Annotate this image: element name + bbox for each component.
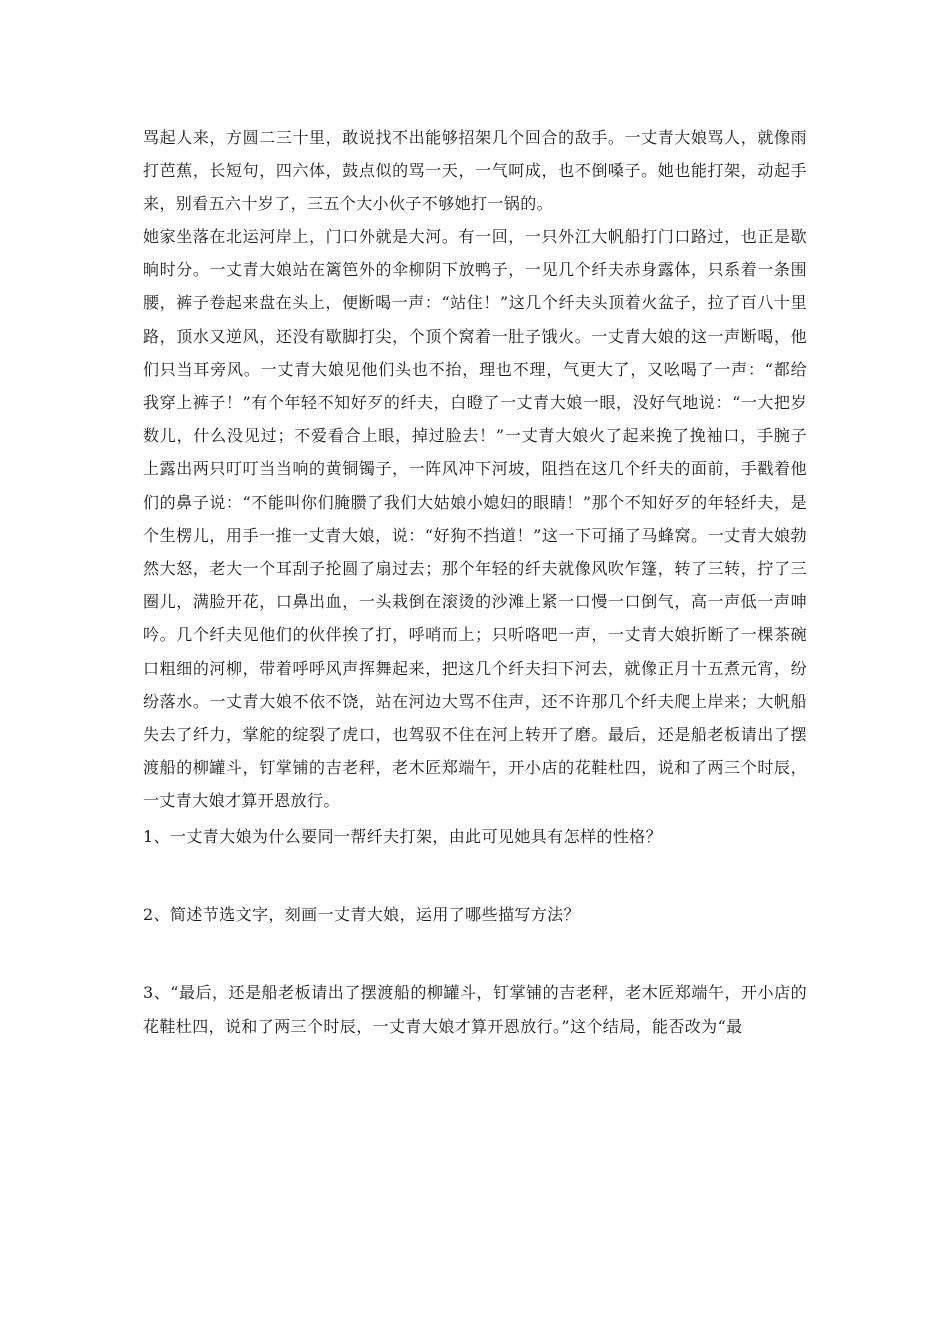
question-1: 1、一丈青大娘为什么要同一帮纤夫打架，由此可见她具有怎样的性格？	[143, 826, 662, 846]
question-2: 2、简述节选文字，刻画一丈青大娘，运用了哪些描写方法？	[143, 904, 580, 924]
document-page	[143, 121, 807, 1044]
passage-paragraph-1: 骂起人来，方圆二三十里，敢说找不出能够招架几个回合的敌手。一丈青大娘骂人，就像雨打芭蕉，长短句，四六体，鼓点似的骂一天，一气呵成，也不倒嗓子。她也能打架，动起手来，别看五六十岁了，三五个大小伙子不够她打一锅的。	[143, 128, 807, 213]
passage-paragraph-2: 她家坐落在北运河岸上，门口外就是大河。有一回，一只外江大帆船打门口路过，也正是歇晌时分。一丈青大娘站在篱笆外的伞柳阴下放鸭子，一见几个纤夫赤身露体，只系着一条围腰，裤子卷起来盘在头上，便断喝一声：“站住！”这几个纤夫头顶着火盆子，拉了百八十里路，顶水又逆风，还没有歇脚打尖，个顶个窝着一肚子饿火。一丈青大娘的这一声断喝，他们只当耳旁风。一丈青大娘见他们头也不抬，理也不理，气更大了，又吆喝了一声：“都给我穿上裤子！”有个年轻不知好歹的纤夫，白瞪了一丈青大娘一眼，没好气地说：“一大把岁数儿，什么没见过；不爱看合上眼，掉过脸去！”一丈青大娘火了起来挽了挽袖口，手腕子上露出两只叮叮当当响的黄铜镯子，一阵风冲下河坡，阻挡在这几个纤夫的面前，手戳着他们的鼻子说：“不能叫你们腌臜了我们大姑娘小媳妇的眼睛！”那个不知好歹的年轻纤夫，是个生楞儿，用手一推一丈青大娘，说：“好狗不挡道！”这一下可捅了马蜂窝。一丈青大娘勃然大怒，老大一个耳刮子抡圆了扇过去；那个年轻的纤夫就像风吹乍篷，转了三转，拧了三圈儿，满脸开花，口鼻出血，一头栽倒在滚烫的沙滩上紧一口慢一口倒气，高一声低一声呻吟。几个纤夫见他们的伙伴挨了打，呼哨而上；只听咯吧一声，一丈青大娘折断了一棵茶碗口粗细的河柳，带着呼呼风声挥舞起来，把这几个纤夫扫下河去，就像正月十五煮元宵，纷纷落水。一丈青大娘不依不饶，站在河边大骂不住声，还不许那几个纤夫爬上岸来；大帆船失去了纤力，掌舵的绽裂了虎口，也驾驭不住在河上转开了磨。最后，还是船老板请出了摆渡船的柳罐斗，钉掌铺的吉老秤，老木匠郑端午，开小店的花鞋杜四，说和了两三个时辰，一丈青大娘才算开恩放行。	[143, 227, 807, 811]
question-3: 3、“最后，还是船老板请出了摆渡船的柳罐斗，钉掌铺的吉老秤，老木匠郑端午，开小店的花鞋杜四，说和了两三个时辰，一丈青大娘才算开恩放行。”这个结局，能否改为“最	[143, 982, 807, 1036]
